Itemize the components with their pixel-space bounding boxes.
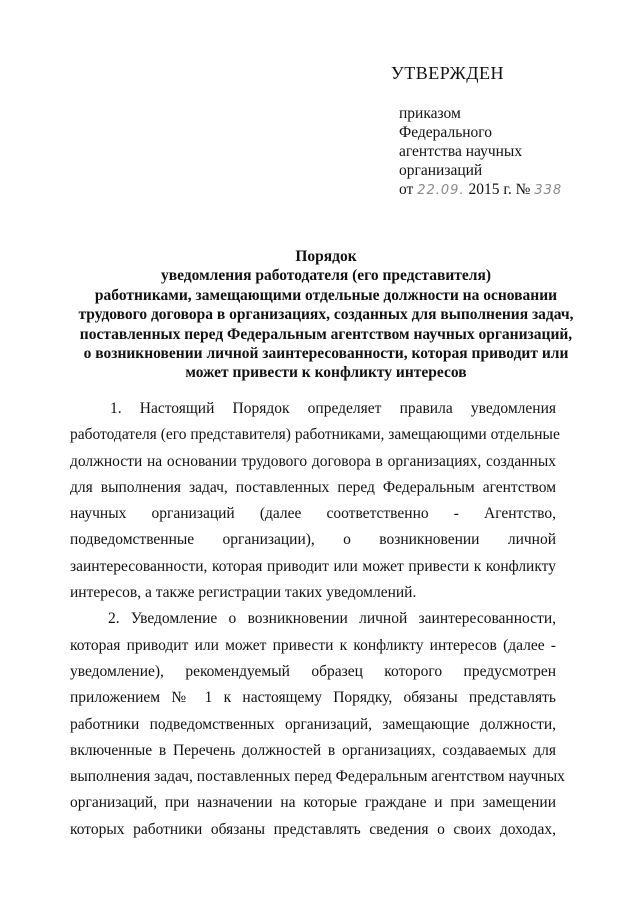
paragraph-2 bbox=[70, 606, 565, 843]
heading-line: поставленных перед Федеральным агентством научных организаций, bbox=[79, 325, 573, 343]
heading-line: уведомления работодателя (его представителя) bbox=[160, 267, 492, 285]
text-line: которая приводит или может привести к конфликту интересов (далее - bbox=[70, 636, 556, 654]
text-line: для выполнения задач, поставленных перед Федеральным агентством bbox=[70, 478, 556, 496]
approval-date-line bbox=[399, 180, 621, 200]
text-line: 1. Настоящий Порядок определяет правила уведомления bbox=[110, 400, 556, 417]
text-line: заинтересованности, которая приводит или может привести к конфликту bbox=[70, 557, 556, 575]
heading-line: о возникновении личной заинтересованности, которая приводит или bbox=[83, 345, 569, 363]
heading-line: может привести к конфликту интересов bbox=[185, 364, 467, 382]
approval-line: приказом bbox=[399, 105, 461, 122]
heading-line: трудового договора в организациях, созданных для выполнения задач, bbox=[78, 306, 574, 324]
text-line: выполнения задач, поставленных перед Федеральным агентством научных bbox=[70, 768, 565, 786]
heading-line: Порядок bbox=[295, 248, 357, 265]
heading-line: работниками, замещающими отдельные должности на основании bbox=[94, 286, 558, 304]
text-line: которых работники обязаны представлять сведения о своих доходах, bbox=[70, 820, 556, 838]
handwritten-date: 22.09. bbox=[417, 183, 465, 198]
document-heading bbox=[40, 247, 612, 383]
approval-line: агентства научных bbox=[399, 143, 523, 160]
approval-title: УТВЕРЖДЕН bbox=[391, 63, 505, 83]
text-line: подведомственные организации), о возникновении личной bbox=[70, 531, 556, 549]
text-line: приложением № 1 к настоящему Порядку, обязаны представлять bbox=[70, 689, 556, 707]
approval-line: Федерального bbox=[399, 124, 493, 141]
text-line: научных организаций (далее соответственно - Агентство, bbox=[70, 505, 556, 523]
paragraph-1 bbox=[70, 396, 560, 606]
document-body bbox=[70, 396, 565, 843]
approval-line: организаций bbox=[399, 162, 483, 179]
text-line: работодателя (его представителя) работниками, замещающими отдельные bbox=[70, 426, 560, 444]
date-year: 2015 г. № bbox=[468, 181, 531, 198]
text-line: 2. Уведомление о возникновении личной заинтересованности, bbox=[108, 610, 556, 628]
approval-lines bbox=[399, 104, 621, 200]
text-line: уведомление), рекомендуемый образец которого предусмотрен bbox=[70, 662, 556, 680]
text-line: организаций, при назначении на которые граждане и при замещении bbox=[70, 794, 556, 812]
text-line: включенные в Перечень должностей в организациях, создаваемых для bbox=[70, 741, 556, 759]
handwritten-number: 338 bbox=[534, 183, 563, 198]
text-line: интересов, а также регистрации таких уведомлений. bbox=[70, 584, 417, 602]
text-line: работники подведомственных организаций, замещающие должности, bbox=[70, 715, 556, 733]
approval-block bbox=[391, 62, 621, 200]
text-line: должности на основании трудового договора в организациях, созданных bbox=[70, 452, 556, 470]
date-prefix: от bbox=[399, 181, 414, 198]
